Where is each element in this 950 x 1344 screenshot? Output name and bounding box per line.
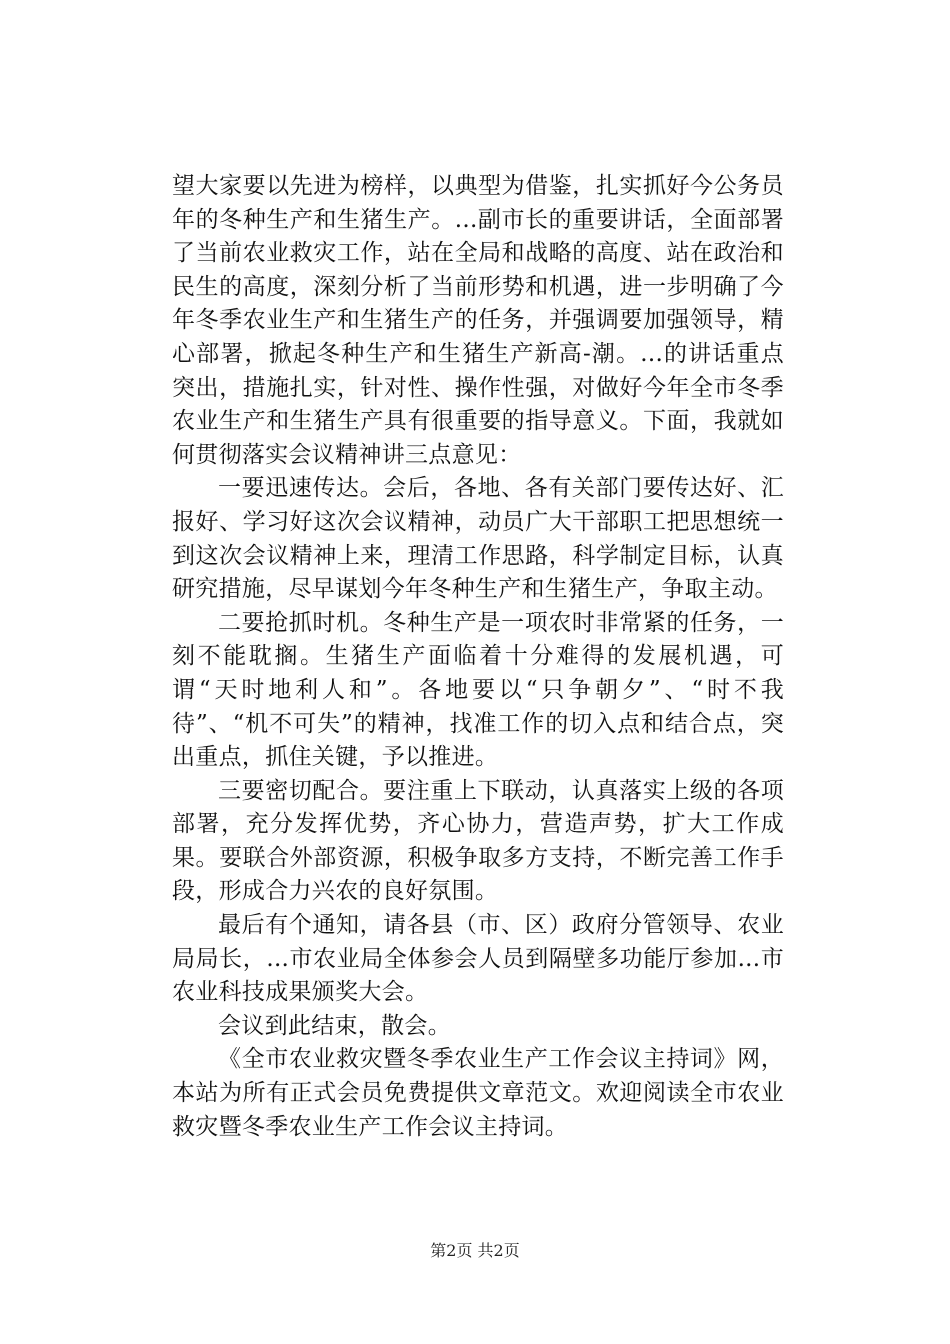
paragraph-point-two: 二要抢抓时机。冬种生产是一项农时非常紧的任务，一刻不能耽搁。生猪生产面临着十分难得的发展机遇，可谓“天时地利人和”。各地要以“只争朝夕”、“时不我待”、“机不可失”的精神，找准工作的切入点和结合点，突出重点，抓住关键，予以推进。 [172, 609, 784, 771]
paragraph-continuation: 望大家要以先进为榜样，以典型为借鉴，扎实抓好今公务员年的冬种生产和生猪生产。...副市长的重要讲话，全面部署了当前农业救灾工作，站在全局和战略的高度、站在政治和民生的高度，深刻分析了当前形势和机遇，进一步明确了今年冬季农业生产和生猪生产的任务，并强调要加强领导，精心部署，掀起冬种生产和生猪生产新高-潮。...的讲话重点突出，措施扎实，针对性、操作性强，对做好今年全市冬季农业生产和生猪生产具有很重要的指导意义。下面，我就如何贯彻落实会议精神讲三点意见： [172, 173, 784, 468]
paragraph-point-one: 一要迅速传达。会后，各地、各有关部门要传达好、汇报好、学习好这次会议精神，动员广大干部职工把思想统一到这次会议精神上来，理清工作思路，科学制定目标，认真研究措施，尽早谋划今年冬种生产和生猪生产，争取主动。 [172, 475, 784, 603]
paragraph-closing: 会议到此结束，散会。 [218, 1012, 451, 1039]
paragraph-notice: 最后有个通知，请各县（市、区）政府分管领导、农业局局长，...市农业局全体参会人员到隔壁多功能厅参加...市农业科技成果颁奖大会。 [172, 912, 784, 1006]
document-body [172, 170, 784, 1144]
paragraph-point-three: 三要密切配合。要注重上下联动，认真落实上级的各项部署，充分发挥优势，齐心协力，营造声势，扩大工作成果。要联合外部资源，积极争取多方支持，不断完善工作手段，形成合力兴农的良好氛围。 [172, 777, 784, 905]
paragraph-site-note: 《全市农业救灾暨冬季农业生产工作会议主持词》网，本站为所有正式会员免费提供文章范文。欢迎阅读全市农业救灾暨冬季农业生产工作会议主持词。 [172, 1046, 784, 1140]
page-number-footer: 第2页 共2页 [430, 1241, 520, 1260]
